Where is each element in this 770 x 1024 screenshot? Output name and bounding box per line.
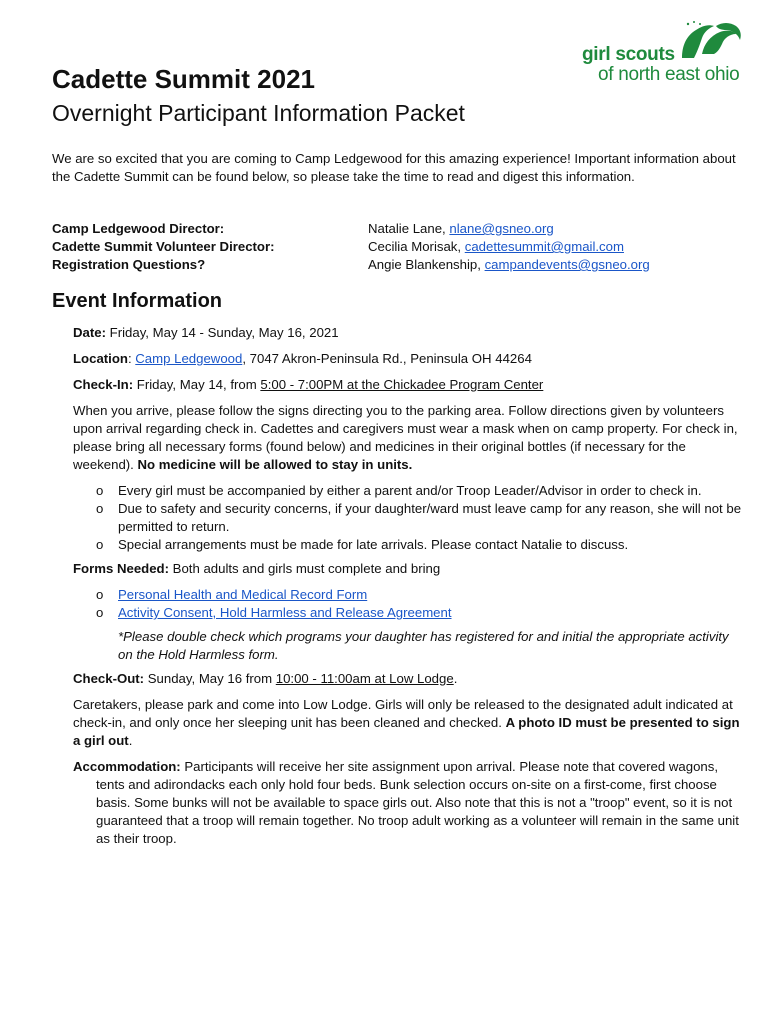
contact-name: Angie Blankenship, (368, 257, 485, 272)
accommodation-paragraph: Accommodation: Participants will receive her site assignment upon arrival. Please note that covered wagons, tents and adirondacks each only hold four beds. Bunk selection occurs on-site on a first-come, first choose basis. Some bunks will not be available to space girls out. Also note that this is not a "troop" event, so it is not guaranteed that a troop will remain together. No troop adult working as a volunteer will remain in the same unit as their troop. (73, 759, 739, 846)
trefoil-profiles-icon (676, 18, 746, 62)
intro-paragraph: We are so excited that you are coming to Camp Ledgewood for this amazing experience! Important information about the Cadette Summit can be found below, so please take the time to read and digest this information. (52, 151, 736, 184)
contact-row (52, 220, 742, 238)
logo-text-region: of north east ohio (598, 64, 740, 85)
contact-email-link[interactable]: nlane@gsneo.org (449, 221, 554, 236)
contact-row (52, 256, 742, 274)
list-item: o Every girl must be accompanied by either a parent and/or Troop Leader/Advisor in order to check in. (96, 483, 702, 498)
list-item: o Due to safety and security concerns, if your daughter/ward must leave camp for any reason, she will not be permitted to return. (96, 501, 742, 534)
forms-note: *Please double check which programs your daughter has registered for and initial the appropriate activity on the Hold Harmless form. (118, 629, 729, 662)
bullet-marker: o (96, 537, 104, 552)
contact-name: Cecilia Morisak, (368, 239, 465, 254)
list-item (73, 604, 743, 622)
check-in-bullets (73, 482, 743, 554)
forms-list (73, 586, 743, 622)
bullet-marker: o (96, 501, 104, 516)
page-subtitle: Overnight Participant Information Packet (52, 100, 465, 126)
section-heading-event-information: Event Information (52, 290, 223, 312)
contact-name: Natalie Lane, (368, 221, 450, 236)
activity-consent-link[interactable]: Activity Consent, Hold Harmless and Release Agreement (118, 605, 452, 620)
contact-role: Registration Questions? (52, 257, 206, 272)
event-information-section (73, 324, 743, 848)
contact-role: Camp Ledgewood Director: (52, 221, 225, 236)
list-item: o Special arrangements must be made for late arrivals. Please contact Natalie to discuss. (96, 537, 629, 552)
forms-needed-line: Forms Needed: Both adults and girls must complete and bring (73, 561, 441, 576)
list-item (73, 586, 743, 604)
event-location: Location: Camp Ledgewood, 7047 Akron-Peninsula Rd., Peninsula OH 44264 (73, 351, 532, 366)
contact-email-link[interactable]: cadettesummit@gmail.com (464, 239, 624, 254)
contact-row (52, 238, 742, 256)
contacts-block (52, 220, 742, 274)
bullet-marker: o (96, 483, 104, 498)
bullet-marker: o (96, 605, 104, 620)
contact-role: Cadette Summit Volunteer Director: (52, 239, 275, 254)
check-out-line: Check-Out: Sunday, May 16 from 10:00 - 11:00am at Low Lodge. (73, 671, 458, 686)
check-in-paragraph: When you arrive, please follow the signs directing you to the parking area. Follow directions given by volunteers upon arrival regarding check in. Cadettes and caregivers must wear a mask when on camp property. For check in, please bring all necessary forms (found below) and medicines in their original bottles (if necessary for the weekend). No medicine will be allowed to stay in units. (73, 403, 738, 472)
page-title: Cadette Summit 2021 (52, 64, 315, 94)
bullet-marker: o (96, 587, 104, 602)
logo-text-girl-scouts: girl scouts (582, 44, 675, 65)
check-in-line: Check-In: Friday, May 14, from 5:00 - 7:00PM at the Chickadee Program Center (73, 377, 544, 392)
camp-ledgewood-link[interactable]: Camp Ledgewood (135, 351, 243, 366)
event-date: Date: Friday, May 14 - Sunday, May 16, 2021 (73, 325, 339, 340)
check-out-paragraph: Caretakers, please park and come into Low Lodge. Girls will only be released to the designated adult indicated at check-in, and only once her sleeping unit has been cleaned and checked. A photo ID must be presented to sign a girl out. (73, 697, 740, 748)
contact-email-link[interactable]: campandevents@gsneo.org (484, 257, 650, 272)
girl-scouts-logo (580, 18, 750, 88)
health-record-form-link[interactable]: Personal Health and Medical Record Form (118, 587, 368, 602)
